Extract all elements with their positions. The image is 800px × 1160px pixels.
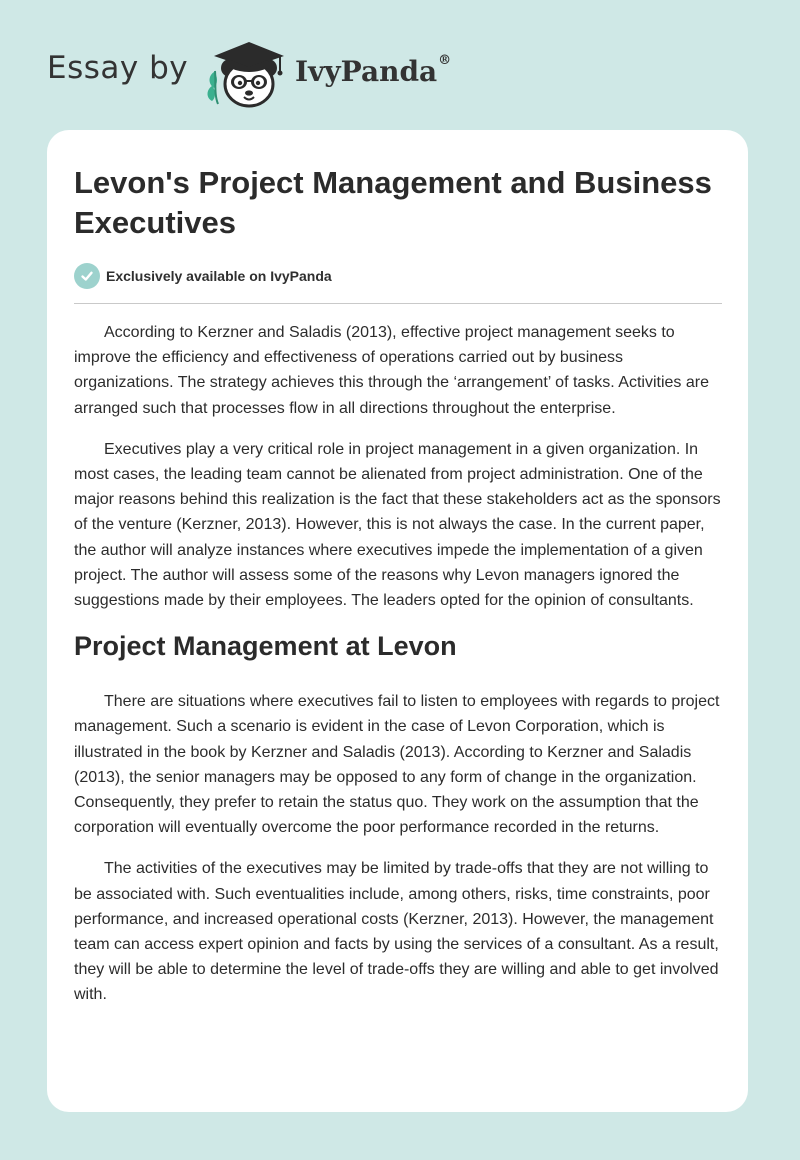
page-title: Levon's Project Management and Business Executives: [74, 165, 712, 240]
essay-by-label: Essay by: [47, 50, 189, 86]
essay-body: [74, 320, 724, 1024]
divider: [74, 303, 722, 304]
panda-logo-icon[interactable]: [202, 38, 294, 110]
registered-mark: ®: [438, 53, 452, 68]
exclusive-badge: [74, 263, 332, 289]
paragraph: The activities of the executives may be limited by trade-offs that they are not willing to be associated with. Such eventualities include, among others, risks, time constraints, poor performance, and increased operational costs (Kerzner, 2013). However, the management team can access expert opinion and facts by using the services of a consultant. As a result, they will be able to determine the level of trade-offs they are willing and able to get involved with.: [74, 860, 719, 1004]
paragraph: Executives play a very critical role in project management in a given organization. In most cases, the leading team cannot be alienated from project administration. One of the major reasons behind this realization is the fact that these stakeholders act as the sponsors of the venture (Kerzner, 2013). However, this is not always the case. In the current paper, the author will analyze instances where executives impede the implementation of a given project. The author will assess some of the reasons why Levon managers ignored the suggestions made by their employees. The leaders opted for the opinion of consultants.: [74, 440, 721, 610]
paragraph: There are situations where executives fail to listen to employees with regards to project management. Such a scenario is evident in the case of Levon Corporation, which is illustrated in the book by Kerzner and Saladis (2013). According to Kerzner and Saladis (2013), the senior managers may be opposed to any form of change in the organization. Consequently, they prefer to retain the status quo. They work on the assumption that the corporation will eventually overcome the poor performance recorded in the returns.: [74, 693, 720, 837]
paragraph: According to Kerzner and Saladis (2013), effective project management seeks to improve the efficiency and effectiveness of operations carried out by business organizations. The strategy achieves this through the ‘arrangement’ of tasks. Activities are arranged such that processes flow in all directions throughout the enterprise.: [74, 324, 709, 417]
section-heading: Project Management at Levon: [74, 631, 457, 662]
site-header: [0, 0, 800, 130]
brand-name-text: IvyPanda: [295, 55, 438, 88]
checkmark-icon: [74, 263, 100, 289]
exclusive-badge-label: Exclusively available on IvyPanda: [106, 268, 332, 284]
brand-name[interactable]: [295, 55, 451, 88]
essay-card: [47, 130, 748, 1112]
